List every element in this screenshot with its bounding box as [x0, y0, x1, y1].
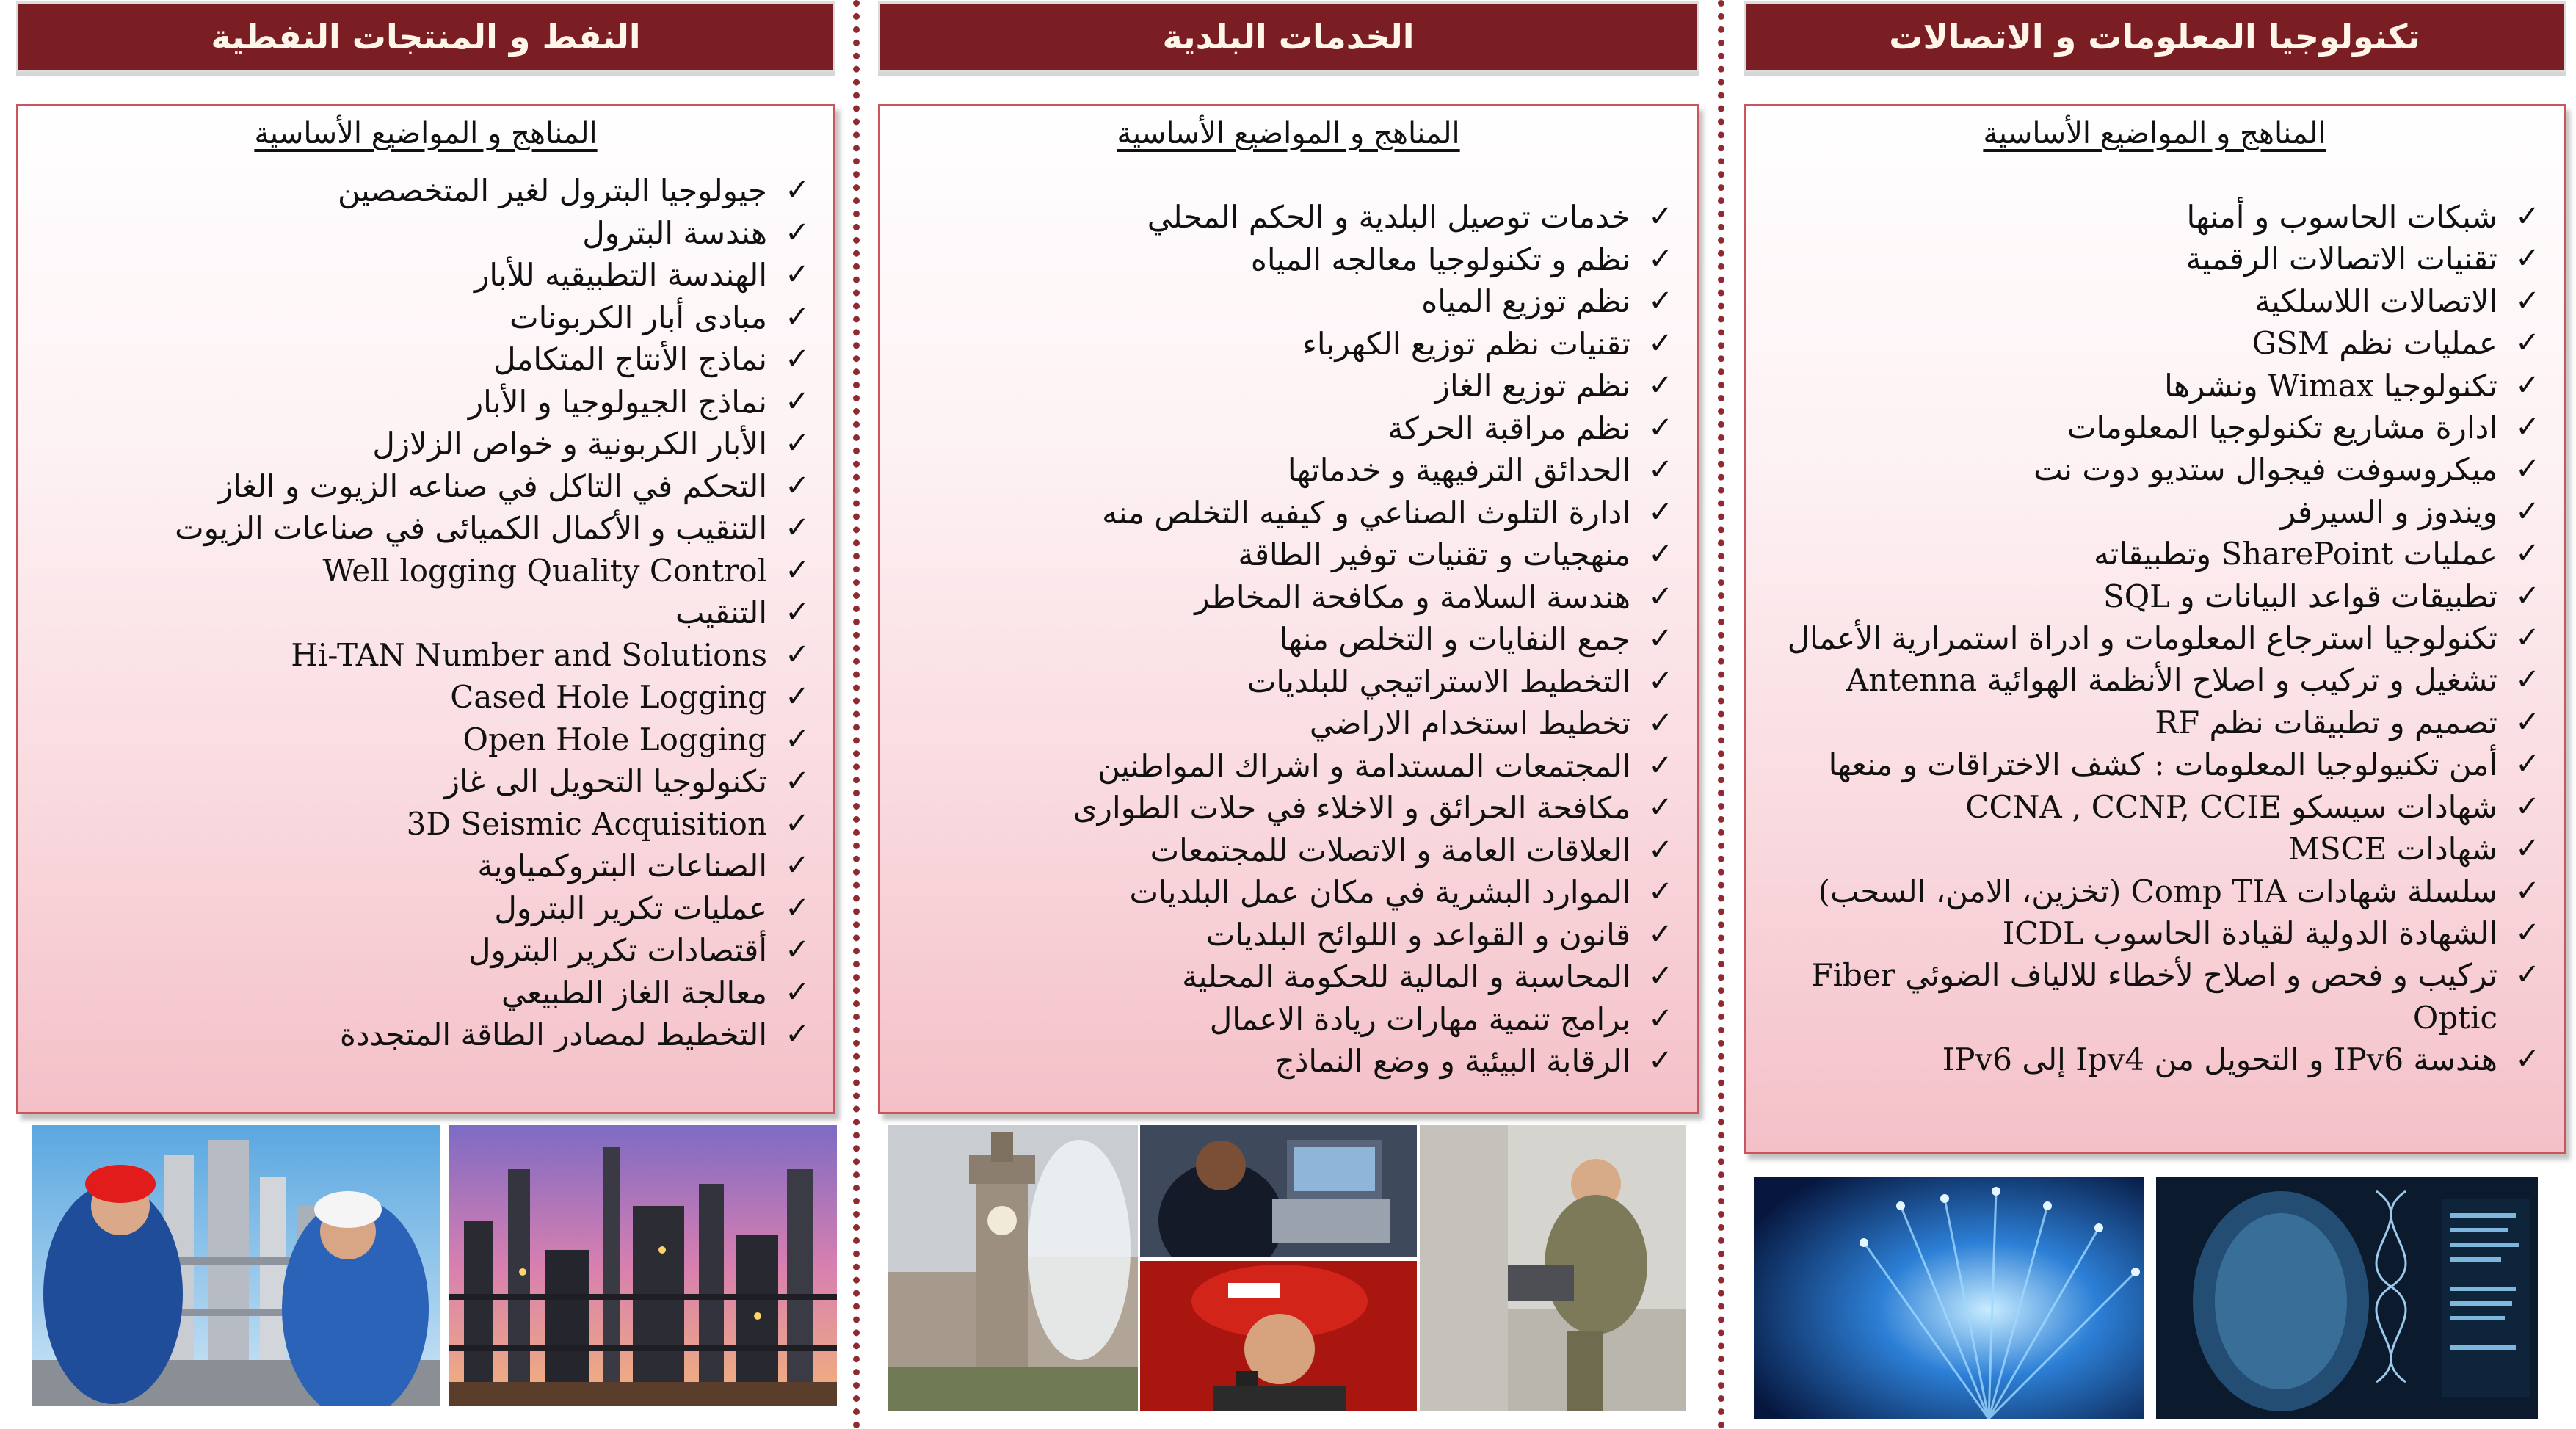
list-item-text: نماذج الجيولوجيا و الأبار — [468, 383, 767, 420]
checkmark-icon: ✓ — [1648, 706, 1673, 740]
checkmark-icon: ✓ — [785, 342, 810, 376]
list-item — [895, 196, 1677, 239]
list-item — [1760, 702, 2544, 743]
section-title: الخدمات البلدية — [1162, 17, 1415, 57]
list-item-text: جيولوجيا البترول لغير المتخصصين — [337, 172, 767, 208]
list-item-text: الهندسة التطبيقيه للأبار — [474, 257, 767, 293]
list-item-text: برامج تنمية مهارات ريادة الاعمال — [1209, 1000, 1630, 1037]
list-item-text: ميكروسوفت فيجوال ستديو دوت نت — [2033, 451, 2497, 488]
list-item — [1760, 491, 2544, 533]
list-item — [1760, 533, 2544, 575]
checkmark-icon: ✓ — [785, 721, 810, 756]
checkmark-icon: ✓ — [785, 806, 810, 840]
checkmark-icon: ✓ — [1648, 622, 1673, 655]
section-title: تكنولوجيا المعلومات و الاتصالات — [1889, 17, 2420, 57]
list-item-text: Cased Hole Logging — [450, 679, 767, 715]
city-hall-fountain-photo — [888, 1125, 1138, 1411]
checkmark-icon: ✓ — [2515, 494, 2540, 528]
checkmark-icon: ✓ — [2515, 283, 2540, 318]
list-item — [895, 829, 1677, 872]
list-item-text: التخطيط لمصادر الطاقة المتجددة — [339, 1017, 767, 1052]
list-item-text: معالجة الغاز الطبيعي — [501, 974, 767, 1011]
checkmark-icon: ✓ — [2515, 873, 2540, 908]
column-divider — [853, 0, 860, 1429]
list-item-text: ويندوز و السيرفر — [2280, 493, 2497, 530]
list-item — [1760, 912, 2544, 954]
column-oil — [16, 0, 835, 1429]
list-item-text: نظم مراقبة الحركة — [1387, 410, 1630, 446]
list-item-text: Well logging Quality Control — [322, 552, 767, 589]
checkmark-icon: ✓ — [2515, 747, 2540, 782]
list-item — [33, 760, 814, 803]
list-item — [33, 465, 814, 508]
list-item-text: سلسلة شهادات Comp TIA (تخزين، الامن، السحب) — [1818, 873, 2497, 909]
checkmark-icon: ✓ — [785, 173, 810, 207]
checkmark-icon: ✓ — [2515, 832, 2540, 866]
checkmark-icon: ✓ — [1648, 663, 1673, 698]
list-item-text: تقنيات الاتصالات الرقمية — [2185, 241, 2497, 277]
list-item — [1760, 828, 2544, 870]
list-item-text: شبكات الحاسوب و أمنها — [2186, 199, 2497, 235]
checkmark-icon: ✓ — [2515, 663, 2540, 697]
section-header — [878, 1, 1699, 72]
checkmark-icon: ✓ — [785, 890, 810, 925]
list-item-text: جمع النفايات و التخلص منها — [1279, 621, 1630, 657]
list-item — [895, 1040, 1677, 1083]
checkmark-icon: ✓ — [1648, 241, 1673, 276]
topics-panel — [16, 104, 835, 1114]
list-item — [1760, 617, 2544, 659]
list-item — [895, 745, 1677, 788]
list-item-text: المحاسبة و المالية للحكومة المحلية — [1182, 959, 1630, 995]
list-item — [895, 365, 1677, 407]
list-item-text: منهجيات و تقنيات توفير الطاقة — [1238, 537, 1630, 572]
list-item — [895, 280, 1677, 323]
checkmark-icon: ✓ — [785, 299, 810, 334]
list-item — [1760, 280, 2544, 322]
checkmark-icon: ✓ — [785, 680, 810, 713]
checkmark-icon: ✓ — [1648, 537, 1673, 571]
checkmark-icon: ✓ — [1648, 579, 1673, 614]
checkmark-icon: ✓ — [2515, 241, 2540, 276]
checkmark-icon: ✓ — [1648, 875, 1673, 909]
list-item — [1760, 196, 2544, 238]
list-item — [895, 914, 1677, 956]
checkmark-icon: ✓ — [1648, 959, 1673, 993]
list-item-text: التحكم في التاكل في صناعه الزيوت و الغاز — [217, 468, 767, 504]
list-item — [33, 550, 814, 592]
list-item-text: تخطيط استخدام الاراضي — [1309, 705, 1630, 741]
list-item — [895, 871, 1677, 914]
checkmark-icon: ✓ — [2515, 410, 2540, 445]
list-item-text: نماذج الأنتاج المتكامل — [493, 341, 767, 377]
checkmark-icon: ✓ — [785, 933, 810, 967]
topic-list — [33, 170, 814, 1056]
list-item — [33, 1014, 814, 1056]
checkmark-icon: ✓ — [1648, 284, 1673, 318]
checkmark-icon: ✓ — [1648, 917, 1673, 951]
list-item-text: الصناعات البتروكمياوية — [477, 848, 767, 884]
list-item — [895, 323, 1677, 366]
list-item-text: مكافحة الحرائق و الاخلاء في حلات الطوارى — [1073, 790, 1630, 826]
refinery-workers-photo — [32, 1125, 440, 1406]
list-item-text: نظم توزيع الغاز — [1434, 368, 1630, 404]
list-item-text: قانون و القواعد و اللوائح البلديات — [1205, 916, 1630, 953]
list-item-text: تقنيات نظم توزيع الكهرباء — [1302, 325, 1630, 362]
checkmark-icon: ✓ — [1648, 495, 1673, 529]
list-item-text: تشغيل و تركيب و اصلاح الأنظمة الهوائية Antenna — [1846, 662, 2497, 699]
list-item — [895, 702, 1677, 745]
list-item — [1760, 448, 2544, 490]
list-item-text: التنقيب و الأكمال الكميائى في صناعات الزيوت — [175, 510, 767, 546]
list-item — [895, 787, 1677, 829]
checkmark-icon: ✓ — [1648, 1001, 1673, 1036]
checkmark-icon: ✓ — [1648, 1044, 1673, 1077]
list-item — [33, 887, 814, 930]
list-item-text: التخطيط الاستراتيجي للبلديات — [1247, 663, 1630, 699]
checkmark-icon: ✓ — [785, 215, 810, 250]
list-item — [1760, 786, 2544, 828]
list-item-text: خدمات توصيل البلدية و الحكم المحلي — [1147, 199, 1630, 235]
checkmark-icon: ✓ — [1648, 453, 1673, 487]
checkmark-icon: ✓ — [2515, 537, 2540, 571]
topic-list — [1760, 196, 2544, 1081]
list-item-text: 3D Seismic Acquisition — [406, 805, 767, 842]
list-item — [33, 338, 814, 381]
list-item-text: الأبار الكربونية و خواص الزلازل — [372, 426, 767, 462]
checkmark-icon: ✓ — [1648, 832, 1673, 867]
panel-heading: المناهج و المواضيع الأساسية — [1983, 117, 2326, 150]
list-item-text: الموارد البشرية في مكان عمل البلديات — [1129, 874, 1630, 910]
checkmark-icon: ✓ — [2515, 915, 2540, 950]
list-item-text: Open Hole Logging — [462, 721, 767, 757]
list-item-text: العلاقات العامة و الاتصلات للمجتمعات — [1150, 832, 1630, 868]
list-item-text: نظم توزيع المياه — [1421, 283, 1630, 319]
list-item — [895, 618, 1677, 661]
list-item — [1760, 238, 2544, 280]
list-item-text: تطبيقات قواعد البيانات و SQL — [2102, 578, 2497, 614]
list-item — [895, 239, 1677, 281]
list-item — [33, 297, 814, 339]
list-item-text: مبادى أبار الكربونات — [509, 299, 767, 335]
list-item-text: تصميم و تطبيقات نظم RF — [2155, 704, 2497, 741]
list-item — [895, 534, 1677, 576]
list-item — [895, 576, 1677, 619]
checkmark-icon: ✓ — [785, 637, 810, 672]
checkmark-icon: ✓ — [2515, 1042, 2540, 1077]
checkmark-icon: ✓ — [785, 468, 810, 503]
list-item-text: الشهادة الدولية لقيادة الحاسوب ICDL — [2002, 915, 2497, 951]
list-item-text: هندسة البترول — [582, 214, 767, 251]
topics-panel — [878, 104, 1699, 1114]
column-divider — [1718, 0, 1724, 1429]
list-item — [33, 507, 814, 550]
topics-panel — [1744, 104, 2566, 1154]
businessman-laptop-photo — [1420, 1125, 1686, 1411]
list-item — [33, 634, 814, 677]
checkmark-icon: ✓ — [785, 595, 810, 629]
checkmark-icon: ✓ — [1648, 326, 1673, 360]
police-operator-photo — [1140, 1125, 1417, 1257]
checkmark-icon: ✓ — [785, 1017, 810, 1051]
list-item — [33, 254, 814, 297]
checkmark-icon: ✓ — [785, 975, 810, 1009]
checkmark-icon: ✓ — [2515, 958, 2540, 992]
checkmark-icon: ✓ — [1648, 200, 1673, 233]
list-item — [895, 998, 1677, 1041]
list-item — [33, 845, 814, 887]
list-item-text: تكنولوجيا التحويل الى غاز — [444, 763, 767, 799]
section-header — [16, 1, 835, 72]
list-item — [1760, 575, 2544, 617]
list-item-text: الاتصالات اللاسلكية — [2254, 283, 2497, 319]
list-item — [33, 676, 814, 719]
list-item-text: تركيب و فحص و اصلاح لأخطاء للالياف الضوئي Fiber Optic — [1811, 957, 2497, 1036]
section-title: النفط و المنتجات النفطية — [211, 17, 641, 57]
list-item — [1760, 659, 2544, 701]
list-item — [1760, 1039, 2544, 1080]
list-item-text: عمليات SharePoint وتطبيقاته — [2094, 536, 2497, 572]
checkmark-icon: ✓ — [1648, 368, 1673, 402]
digital-face-photo — [2156, 1177, 2538, 1419]
fiber-optic-photo — [1754, 1177, 2144, 1419]
checkmark-icon: ✓ — [1648, 790, 1673, 824]
list-item-text: هندسة السلامة و مكافحة المخاطر — [1194, 578, 1630, 615]
list-item-text: ادارة التلوث الصناعي و كيفيه التخلص منه — [1102, 494, 1630, 531]
list-item — [895, 956, 1677, 998]
checkmark-icon: ✓ — [2515, 368, 2540, 402]
list-item-text: تكنولوجيا استرجاع المعلومات و ادراة استمرارية الأعمال — [1787, 620, 2497, 657]
refinery-towers-photo — [449, 1125, 837, 1406]
checkmark-icon: ✓ — [785, 553, 810, 587]
list-item-text: أقتصادات تكرير البترول — [468, 932, 767, 968]
checkmark-icon: ✓ — [1648, 410, 1673, 445]
checkmark-icon: ✓ — [785, 848, 810, 882]
checkmark-icon: ✓ — [785, 764, 810, 798]
list-item-text: ادارة مشاريع تكنولوجيا المعلومات — [2067, 410, 2497, 446]
checkmark-icon: ✓ — [2515, 621, 2540, 655]
list-item-text: الرقابة البيئية و وضع النماذج — [1274, 1043, 1630, 1079]
checkmark-icon: ✓ — [2515, 789, 2540, 823]
checkmark-icon: ✓ — [2515, 200, 2540, 233]
list-item-text: Hi-TAN Number and Solutions — [291, 636, 767, 673]
list-item-text: عمليات نظم GSM — [2252, 325, 2497, 362]
list-item — [33, 381, 814, 423]
list-item — [895, 661, 1677, 703]
list-item — [33, 719, 814, 761]
list-item — [1760, 954, 2544, 1039]
checkmark-icon: ✓ — [785, 426, 810, 460]
list-item-text: عمليات تكرير البترول — [494, 890, 767, 926]
checkmark-icon: ✓ — [785, 384, 810, 418]
list-item-text: هندسة IPv6 و التحويل من Ipv4 إلى IPv6 — [1942, 1041, 2497, 1078]
list-item — [1760, 870, 2544, 912]
list-item-text: الحدائق الترفيهية و خدماتها — [1287, 452, 1630, 488]
firefighter-radio-photo — [1140, 1261, 1417, 1411]
list-item-text: المجتمعات المستدامة و اشراك المواطنين — [1097, 747, 1630, 784]
checkmark-icon: ✓ — [2515, 326, 2540, 360]
topic-list — [895, 196, 1677, 1083]
list-item — [1760, 365, 2544, 407]
list-item-text: شهادات سيسكو CCNA , CCNP, CCIE — [1965, 788, 2497, 825]
checkmark-icon: ✓ — [785, 258, 810, 291]
list-item — [33, 170, 814, 212]
list-item — [33, 929, 814, 972]
list-item-text: أمن تكنيولوجيا المعلومات : كشف الاختراقات و منعها — [1828, 746, 2497, 783]
panel-heading: المناهج و المواضيع الأساسية — [1117, 117, 1460, 150]
list-item — [895, 449, 1677, 492]
list-item — [33, 803, 814, 846]
list-item-text: التنقيب — [675, 594, 767, 630]
section-header — [1744, 1, 2566, 72]
column-municipal — [878, 0, 1699, 1429]
list-item — [33, 972, 814, 1014]
list-item-text: نظم و تكنولوجيا معالجه المياه — [1250, 241, 1630, 277]
checkmark-icon: ✓ — [2515, 452, 2540, 487]
checkmark-icon: ✓ — [2515, 578, 2540, 613]
column-ict — [1744, 0, 2566, 1429]
panel-heading: المناهج و المواضيع الأساسية — [254, 117, 598, 150]
list-item — [1760, 407, 2544, 448]
list-item-text: شهادات MSCE — [2287, 831, 2497, 868]
list-item — [33, 592, 814, 634]
checkmark-icon: ✓ — [2515, 705, 2540, 739]
list-item — [895, 407, 1677, 450]
checkmark-icon: ✓ — [785, 511, 810, 545]
list-item — [895, 492, 1677, 534]
list-item — [33, 212, 814, 255]
list-item-text: تكنولوجيا Wimax ونشرها — [2164, 367, 2497, 404]
list-item — [1760, 322, 2544, 364]
checkmark-icon: ✓ — [1648, 748, 1673, 782]
list-item — [33, 423, 814, 465]
list-item — [1760, 743, 2544, 785]
